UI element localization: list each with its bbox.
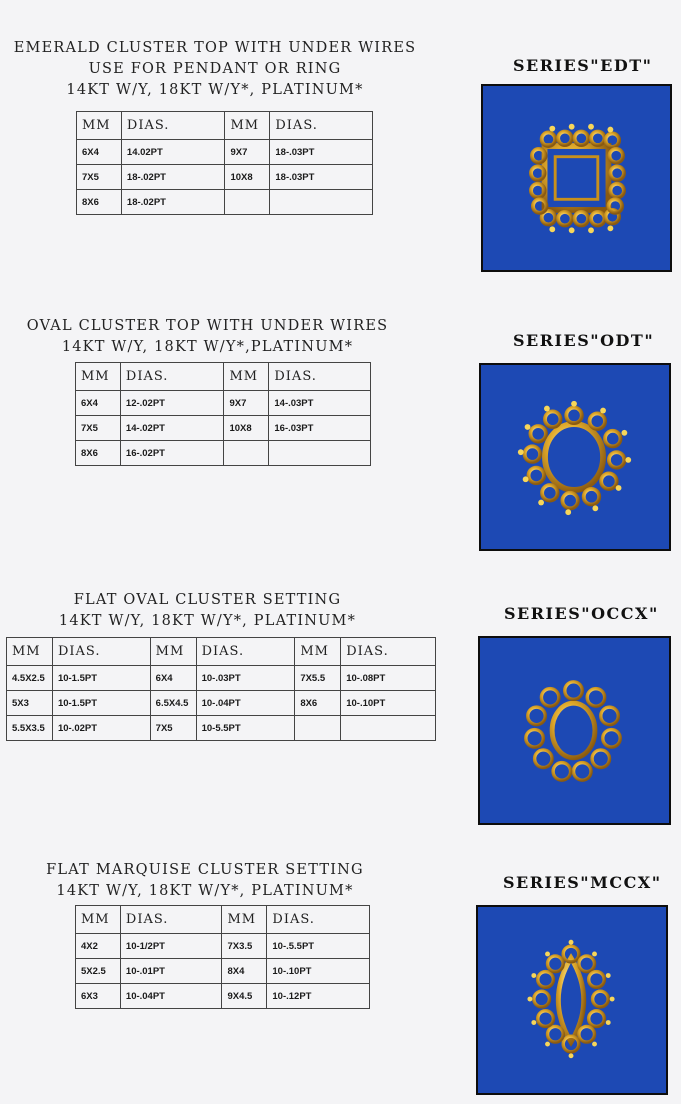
- dias-cell: 10-.10PT: [341, 691, 436, 716]
- mm-cell: 9X7: [224, 391, 269, 416]
- section-title: EMERALD CLUSTER TOP WITH UNDER WIRES USE FOR PENDANT OR RING 14KT W/Y, 18KT W/Y*, PLATINUM*: [13, 40, 417, 98]
- oval-cluster-setting-icon: [481, 365, 669, 549]
- mm-cell: 4X2: [76, 934, 121, 959]
- emerald-cluster-setting-icon: [483, 86, 670, 270]
- table-row: [77, 165, 373, 190]
- product-photo: [479, 363, 671, 551]
- dias-cell: 10-.12PT: [267, 984, 370, 1009]
- mm-cell: 6X3: [76, 984, 121, 1009]
- dias-cell: [269, 441, 371, 466]
- mm-cell: 10X8: [225, 165, 270, 190]
- mm-cell: 9X4.5: [222, 984, 267, 1009]
- mm-cell: 7X5: [77, 165, 122, 190]
- table-row: [76, 959, 370, 984]
- table-header: MM DIAS. MM DIAS.: [76, 363, 371, 391]
- table-row: [76, 416, 371, 441]
- dias-cell: 14.02PT: [121, 140, 225, 165]
- size-table: [75, 362, 371, 466]
- table-header: MM DIAS. MM DIAS.: [77, 112, 373, 140]
- size-table: [76, 111, 373, 215]
- dias-cell: 10-.01PT: [120, 959, 222, 984]
- dias-cell: 10-.02PT: [52, 716, 150, 741]
- product-photo: [481, 84, 672, 272]
- marquise-cluster-setting-icon: [478, 907, 666, 1093]
- dias-cell: 14-.03PT: [269, 391, 371, 416]
- section-title: OVAL CLUSTER TOP WITH UNDER WIRES 14KT W/Y, 18KT W/Y*,PLATINUM*: [26, 318, 389, 355]
- dias-cell: 10-.5.5PT: [267, 934, 370, 959]
- series-label: SERIES"EDT": [513, 56, 653, 75]
- size-table: [75, 905, 370, 1009]
- table-row: [77, 140, 373, 165]
- table-row: [77, 190, 373, 215]
- dias-cell: 18-.02PT: [121, 190, 225, 215]
- product-photo: [478, 636, 671, 825]
- table-row: [76, 984, 370, 1009]
- mm-cell: 10X8: [224, 416, 269, 441]
- series-label: SERIES"MCCX": [503, 873, 662, 892]
- table-row: [7, 666, 436, 691]
- dias-cell: 10-.10PT: [267, 959, 370, 984]
- mm-cell: 5.5X3.5: [7, 716, 53, 741]
- mm-cell: [224, 441, 269, 466]
- dias-cell: 10-.08PT: [341, 666, 436, 691]
- mm-cell: 8X4: [222, 959, 267, 984]
- dias-cell: 10-.04PT: [120, 984, 222, 1009]
- mm-cell: 5X2.5: [76, 959, 121, 984]
- mm-cell: 7X5: [150, 716, 196, 741]
- dias-cell: 10-1/2PT: [120, 934, 222, 959]
- section-title: FLAT MARQUISE CLUSTER SETTING 14KT W/Y, 18KT W/Y*, PLATINUM*: [46, 862, 364, 899]
- section-title: FLAT OVAL CLUSTER SETTING 14KT W/Y, 18KT W/Y*, PLATINUM*: [58, 592, 357, 629]
- dias-cell: 12-.02PT: [120, 391, 224, 416]
- dias-cell: 16-.03PT: [269, 416, 371, 441]
- mm-cell: 9X7: [225, 140, 270, 165]
- mm-cell: 6X4: [150, 666, 196, 691]
- mm-cell: 8X6: [77, 190, 122, 215]
- table-header: MM DIAS. MM DIAS.: [76, 906, 370, 934]
- mm-cell: 5X3: [7, 691, 53, 716]
- table-row: [7, 691, 436, 716]
- dias-cell: 14-.02PT: [120, 416, 224, 441]
- table-row: [7, 716, 436, 741]
- mm-cell: 7X5: [76, 416, 121, 441]
- size-table: [6, 637, 436, 741]
- dias-cell: 10-1.5PT: [52, 666, 150, 691]
- mm-cell: [225, 190, 270, 215]
- mm-cell: 8X6: [295, 691, 341, 716]
- dias-cell: 16-.02PT: [120, 441, 224, 466]
- dias-cell: [270, 190, 373, 215]
- dias-cell: 18-.03PT: [270, 140, 373, 165]
- mm-cell: 7X3.5: [222, 934, 267, 959]
- series-label: SERIES"OCCX": [504, 604, 659, 623]
- mm-cell: 6X4: [77, 140, 122, 165]
- mm-cell: 7X5.5: [295, 666, 341, 691]
- table-row: [76, 934, 370, 959]
- mm-cell: 6.5X4.5: [150, 691, 196, 716]
- mm-cell: 8X6: [76, 441, 121, 466]
- dias-cell: [341, 716, 436, 741]
- product-photo: [476, 905, 668, 1095]
- dias-cell: 10-.03PT: [196, 666, 295, 691]
- dias-cell: 18-.02PT: [121, 165, 225, 190]
- series-label: SERIES"ODT": [513, 331, 655, 350]
- table-header: MM DIAS. MM DIAS. MM DIAS.: [7, 638, 436, 666]
- table-row: [76, 441, 371, 466]
- dias-cell: 10-.04PT: [196, 691, 295, 716]
- dias-cell: 18-.03PT: [270, 165, 373, 190]
- dias-cell: 10-5.5PT: [196, 716, 295, 741]
- mm-cell: 4.5X2.5: [7, 666, 53, 691]
- dias-cell: 10-1.5PT: [52, 691, 150, 716]
- table-row: [76, 391, 371, 416]
- mm-cell: [295, 716, 341, 741]
- mm-cell: 6X4: [76, 391, 121, 416]
- flat-oval-cluster-setting-icon: [480, 638, 669, 823]
